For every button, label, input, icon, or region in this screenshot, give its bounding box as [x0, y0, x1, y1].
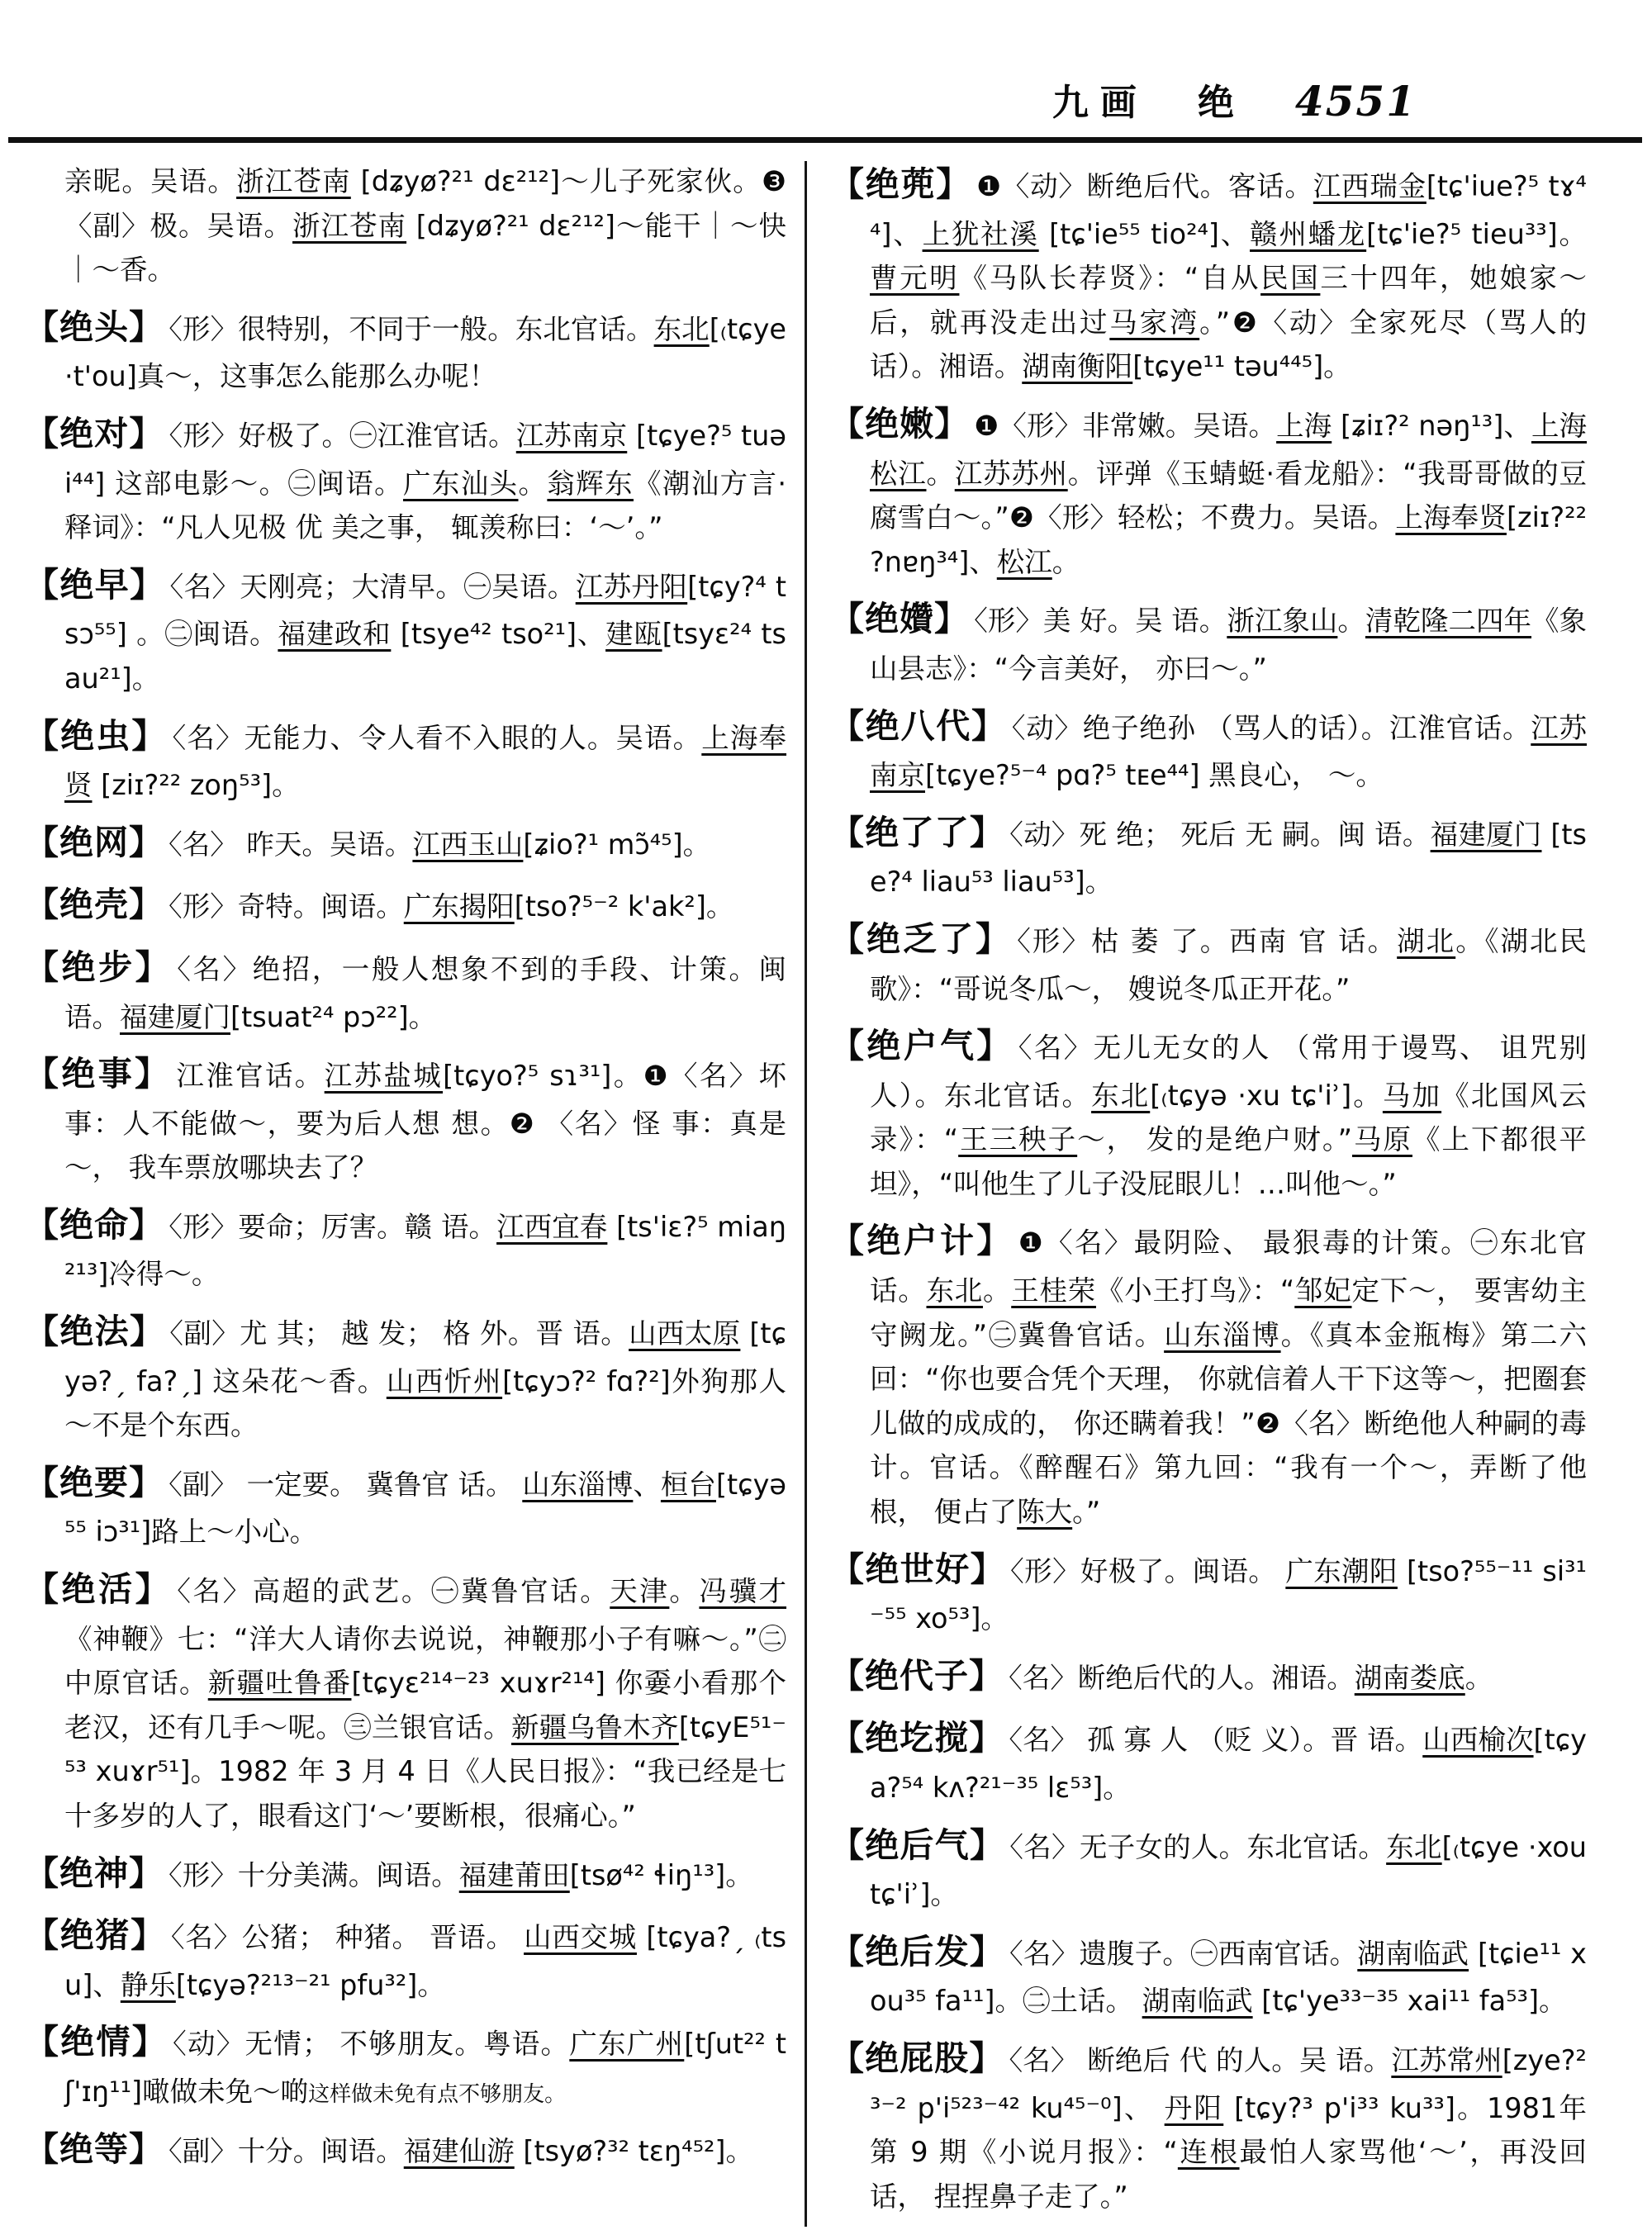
- entry-text: [tɕye¹¹ təu⁴⁴⁵]。: [1132, 350, 1351, 383]
- proper-noun: 东北: [1386, 1830, 1442, 1863]
- entry-text: [tɕye?⁵ tuəi⁴⁴] 这部电影～。㊁闽语。: [64, 419, 787, 500]
- entry-text: [tɕ'ie⁵⁵ tio²⁴]、: [1038, 217, 1251, 250]
- entry-text: 《象山县志》：“今言美好， 亦曰～。”: [870, 605, 1588, 685]
- entry-headword: 【绝八代】: [830, 705, 1007, 746]
- proper-noun: 广东潮阳: [1285, 1554, 1398, 1587]
- proper-noun: 江西瑞金: [1313, 170, 1427, 202]
- proper-noun: 连根: [1177, 2136, 1240, 2169]
- dict-entry: [25, 1563, 786, 1839]
- entry-text: 《北国风云录》：“: [870, 1079, 1587, 1156]
- entry-headword: 【绝法】: [25, 1312, 165, 1352]
- entry-text: [tɕyɔ?² fɑ?²]外狗那人～不是个东西。: [64, 1364, 787, 1442]
- entry-headword: 【绝户计】: [830, 1221, 1014, 1261]
- page-header: [0, 0, 1652, 132]
- proper-noun: 湖北: [1397, 924, 1456, 957]
- entry-text: 〈名〉天刚亮；大清早。㊀吴语。: [169, 570, 576, 603]
- dict-entry: [830, 700, 1587, 798]
- dict-entry: [25, 816, 786, 871]
- proper-noun: 浙江苍南: [292, 209, 407, 242]
- proper-noun: 山西榆次: [1422, 1724, 1534, 1757]
- entry-text: [₍tɕye ·t'ou]真～，这事怎么能那么办呢！: [64, 312, 787, 393]
- proper-noun: 福建仙游: [403, 2134, 515, 2167]
- proper-noun: 浙江象山: [1227, 605, 1338, 638]
- proper-noun: 江苏南京: [515, 419, 628, 452]
- page-number: 4551: [1294, 77, 1417, 126]
- entry-text: 〈动〉绝子绝孙 （骂人的话）。江淮官话。: [1011, 711, 1531, 744]
- entry-headword: 【绝命】: [25, 1204, 164, 1245]
- proper-noun: 江苏常州: [1391, 2043, 1502, 2076]
- dict-entry: [25, 558, 786, 701]
- dict-entry: [830, 1543, 1587, 1641]
- entry-text: ～， 发的是绝户财。”: [1077, 1123, 1352, 1156]
- proper-noun: 江西宜春: [496, 1210, 608, 1243]
- dict-entry: [830, 397, 1587, 584]
- dict-entry: [830, 913, 1587, 1011]
- entry-text: [tɕyo?⁵ sɿ³¹]。❶〈名〉坏事：人不能做～，要为后人想 想。❷ 〈名〉怪 事：真是～， 我车票放哪块去了？: [64, 1060, 787, 1184]
- entry-text: 江淮官话。: [176, 1060, 325, 1093]
- proper-noun: 山西忻州: [386, 1364, 503, 1397]
- entry-text: 。《真本金瓶梅》第二六回：“你也要合凭个天理， 你就信着人干下这等～，把圈套儿做的成成的， 你还瞒着我！”❷〈名〉断绝他人种嗣的毒计。官话。《醉醒石》第九回：“我有一个～，弄断了他根， 便占了: [870, 1318, 1588, 1529]
- small-gloss: 这样做未免有点不够朋友。: [308, 2081, 567, 2107]
- entry-text: [tɕie¹¹ xou³⁵ fa¹¹]。㊁土话。: [870, 1937, 1588, 2018]
- dict-entry: [830, 806, 1587, 904]
- proper-noun: 山东淄博: [1164, 1318, 1281, 1351]
- entry-text: 〈形〉十分美满。闽语。: [169, 1858, 459, 1891]
- entry-text: 〈形〉好极了。闽语。: [1010, 1554, 1286, 1587]
- proper-noun: 广东汕头: [403, 467, 519, 500]
- entry-text: 〈副〉尤 其； 越 发； 格 外。晋 语。: [169, 1317, 629, 1350]
- entry-headword: 【绝等】: [25, 2128, 164, 2169]
- entry-text: [tɕye?⁵⁻⁴ pɑ?⁵ tᴇe⁴⁴] 黑良心， ～。: [925, 759, 1384, 792]
- right-column: [807, 158, 1587, 2227]
- entry-headword: 【绝后气】: [830, 1824, 1005, 1865]
- entry-text: 三十四年，她娘家～后，就再没走出过: [870, 262, 1588, 339]
- entry-text: 、: [633, 1468, 661, 1501]
- proper-noun: 天津: [610, 1575, 670, 1608]
- entry-text: [tsyø?³² tɛŋ⁴⁵²]。: [514, 2134, 753, 2167]
- entry-text: 。: [669, 1575, 700, 1608]
- proper-noun: 福建莆田: [458, 1858, 570, 1891]
- proper-noun: 江苏盐城: [324, 1060, 444, 1093]
- header-char-label: 绝: [1197, 82, 1246, 124]
- proper-noun: 曹元明: [870, 262, 960, 295]
- entry-headword: 【绝头】: [25, 306, 164, 347]
- entry-text: [tɕyɛ²¹⁴⁻²³ xuɤr²¹⁴] 你嫑小看那个老汉，还有几手～呢。㊂兰银官话。: [64, 1667, 787, 1744]
- entry-text: 。: [926, 457, 955, 490]
- proper-noun: 邹妃: [1294, 1274, 1352, 1307]
- entry-headword: 【绝蔸】: [830, 164, 972, 204]
- entry-headword: 【绝㜺】: [830, 599, 970, 639]
- entry-headword: 【绝神】: [25, 1853, 164, 1893]
- proper-noun: 广东广州: [569, 2028, 685, 2061]
- dictionary-columns: [0, 143, 1652, 2227]
- entry-text: 〈副〉 一定要。 冀鲁官 话。: [169, 1468, 523, 1501]
- dict-entry: [25, 1456, 786, 1554]
- entry-text: 〈形〉要命；厉害。赣 语。: [169, 1210, 497, 1243]
- entry-headword: 【绝早】: [25, 564, 165, 605]
- dict-entry: [830, 1019, 1587, 1206]
- entry-text: 最怕人家骂他‘～’，再没回话， 捏捏鼻子走了。”: [870, 2136, 1588, 2213]
- entry-text: 《神鞭》七：“洋大人请你去说说，神鞭那小子有嘛～。”㊁中原官话。: [64, 1622, 786, 1700]
- dict-entry: [830, 158, 1587, 389]
- entry-text: [ts'iɛ?⁵ miaŋ²¹³]冷得～。: [64, 1210, 787, 1291]
- proper-noun: 建瓯: [605, 618, 662, 651]
- entry-headword: 【绝户气】: [830, 1026, 1014, 1066]
- entry-headword: 【绝壳】: [25, 885, 164, 925]
- dict-entry: [25, 1047, 786, 1190]
- entry-headword: 【绝代子】: [830, 1655, 1004, 1696]
- entry-headword: 【绝世好】: [830, 1549, 1006, 1589]
- entry-text: [tɕy?⁴ tsɔ⁵⁵] 。㊁闽语。: [64, 570, 786, 651]
- entry-text: [tɕ'ie?⁵ tieu³³]。: [1366, 217, 1588, 250]
- proper-noun: 上海: [1276, 409, 1332, 442]
- entry-text: 亲昵。吴语。: [64, 165, 237, 197]
- proper-noun: 清乾隆二四年: [1365, 605, 1532, 638]
- entry-text: [tɕ'iue?⁵ tɤ⁴⁴]、: [870, 170, 1587, 250]
- entry-text: 〈形〉很特别，不同于一般。东北官话。: [169, 312, 654, 345]
- entry-headword: 【绝要】: [25, 1462, 164, 1502]
- proper-noun: 江苏丹阳: [575, 570, 688, 603]
- entry-text: 〈名〉高超的武艺。㊀冀鲁官话。: [177, 1575, 610, 1608]
- entry-text: [tɕyE⁵¹⁻⁵³ xuɤr⁵¹]。1982 年 3 月 4 日《人民日报》：“我已经是七十多岁的人了，眼看这门‘～’要断根，很痛心。”: [64, 1710, 787, 1832]
- entry-text: [ʑiɪ?² nəŋ¹³]、: [1332, 409, 1531, 442]
- proper-noun: 陈大: [1017, 1496, 1073, 1529]
- proper-noun: 山西太原: [629, 1317, 741, 1350]
- entry-text: 。”: [1072, 1496, 1101, 1529]
- entry-headword: 【绝了了】: [830, 812, 1005, 852]
- proper-noun: 马原: [1351, 1123, 1412, 1156]
- proper-noun: 山东淄博: [522, 1468, 634, 1501]
- dict-entry: [830, 592, 1587, 690]
- entry-headword: 【绝虫】: [25, 715, 168, 756]
- entry-text: [tʃut²² tʃ'ɪŋ¹¹]噉做未免～啲: [64, 2028, 787, 2108]
- entry-text: 〈名〉公猪； 种猪。 晋语。: [170, 1921, 525, 1954]
- entry-text: [₍tɕye ·xou tɕ'iʾ]。: [870, 1830, 1588, 1911]
- proper-noun: 福建厦门: [1430, 818, 1542, 851]
- dict-entry: [25, 1305, 786, 1448]
- proper-noun: 东北: [1091, 1079, 1151, 1112]
- proper-noun: 东北: [926, 1274, 983, 1307]
- proper-noun: 新疆乌鲁木齐: [510, 1710, 679, 1744]
- entry-text: [tsyɛ²⁴ tsau²¹]。: [64, 618, 787, 695]
- proper-noun: 山西交城: [524, 1921, 637, 1954]
- entry-text: [tso?⁵⁵⁻¹¹ si³¹⁻⁵⁵ xo⁵³]。: [870, 1554, 1587, 1635]
- proper-noun: 江西玉山: [412, 828, 524, 861]
- entry-text: 〈名〉遗腹子。㊀西南官话。: [1009, 1937, 1358, 1970]
- dict-entry: [830, 1649, 1587, 1704]
- proper-noun: 湖南衡阳: [1022, 350, 1133, 383]
- entry-headword: 【绝步】: [25, 947, 173, 987]
- entry-headword: 【绝事】: [25, 1054, 172, 1094]
- proper-noun: 静乐: [120, 1968, 176, 2001]
- dict-entry: [830, 1214, 1587, 1534]
- dict-entry: [830, 1819, 1587, 1917]
- entry-text: [tɕyə?ˏ fa?ˏ] 这朵花～香。: [64, 1317, 786, 1397]
- entry-headword: 【绝网】: [25, 822, 164, 862]
- entry-text: [ziɪ?²² zoŋ⁵³]。: [92, 769, 300, 802]
- entry-text: 。: [1464, 1661, 1493, 1694]
- entry-text: 《上下都很平坦》，“叫他生了儿子没屁眼儿！…叫他～。”: [870, 1123, 1588, 1200]
- entry-headword: 【绝乏了】: [830, 918, 1013, 959]
- proper-noun: 湖南临武: [1142, 1985, 1253, 2018]
- dict-entry: [25, 2123, 786, 2177]
- entry-text: 〈形〉枯 萎 了。西南 官 话。: [1017, 924, 1398, 957]
- entry-text: 定下～， 要害幼主守阙龙。”㊁冀鲁官话。: [870, 1274, 1588, 1351]
- entry-headword: 【绝屁股】: [830, 2038, 1004, 2078]
- entry-text: [tɕyə?²¹³⁻²¹ pfu³²]。: [175, 1968, 445, 2001]
- proper-noun: 江苏南京: [870, 711, 1588, 792]
- proper-noun: 上海奉贤: [64, 721, 787, 802]
- entry-text: 〈副〉十分。闽语。: [169, 2134, 404, 2167]
- entry-text: 。: [1051, 545, 1080, 578]
- entry-text: [tɕyə⁵⁵ iɔ³¹]路上～小心。: [64, 1468, 787, 1549]
- dict-entry: [25, 941, 786, 1039]
- entry-text: ❶〈形〉非常嫩。吴语。: [974, 409, 1277, 442]
- entry-text: [₍tɕyə ·xu tɕ'iʾ]。: [1150, 1079, 1383, 1112]
- dict-entry: [830, 2032, 1587, 2218]
- header-rule: [8, 137, 1642, 143]
- proper-noun: 福建政和: [278, 618, 392, 651]
- entry-text: [tɕ'ye³³⁻³⁵ xai¹¹ fa⁵³]。: [1252, 1985, 1567, 2018]
- entry-text: [tsye⁴² tso²¹]、: [391, 618, 606, 651]
- entry-text: 〈动〉死 绝； 死后 无 嗣。闽 语。: [1009, 818, 1431, 851]
- entry-text: 〈名〉无能力、令人看不入眼的人。吴语。: [172, 721, 702, 754]
- entry-text: 〈名〉无儿无女的人 （常用于谩骂、 诅咒别人）。东北官话。: [870, 1032, 1588, 1112]
- entry-text: [tɕy?³ p'i³³ ku³³]。1981年第 9 期《小说月报》：“: [870, 2091, 1587, 2169]
- entry-text: 〈名〉无子女的人。东北官话。: [1009, 1830, 1387, 1863]
- entry-text: 〈名〉 昨天。吴语。: [169, 828, 413, 861]
- dict-entry: [25, 878, 786, 932]
- entry-text: [ʑio?¹ mɔ̃⁴⁵]。: [523, 828, 711, 861]
- entry-text: 。《湖北民歌》：“哥说冬瓜～， 嫂说冬瓜正开花。”: [870, 924, 1587, 1005]
- dict-entry: [830, 1925, 1587, 2024]
- proper-noun: 湖南娄底: [1354, 1661, 1465, 1694]
- proper-noun: 松江: [996, 545, 1052, 578]
- proper-noun: 冯骥才: [699, 1575, 787, 1608]
- entry-text: 。评弹《玉蜻蜓·看龙船》：“我哥哥做的豆腐雪白～。”❷〈形〉轻松；不费力。吴语。: [870, 457, 1588, 534]
- entry-text: [dʑyø?²¹ dɛ²¹²]～儿子死家伙。❸〈副〉极。吴语。: [64, 165, 787, 242]
- entry-text: 。: [518, 467, 548, 500]
- dict-entry: [25, 159, 786, 292]
- proper-noun: 浙江苍南: [236, 165, 351, 197]
- entry-headword: 【绝后发】: [830, 1931, 1004, 1971]
- dict-entry: [25, 709, 786, 808]
- proper-noun: 东北: [653, 312, 710, 345]
- proper-noun: 丹阳: [1164, 2091, 1224, 2124]
- entry-text: 。: [1337, 605, 1365, 638]
- entry-text: 〈名〉 断绝后 代 的人。吴 语。: [1009, 2043, 1392, 2076]
- entry-text: ❶〈动〉断绝后代。客话。: [976, 170, 1313, 202]
- entry-headword: 【绝猪】: [25, 1915, 166, 1956]
- left-column: [25, 158, 805, 2227]
- entry-text: 〈动〉无情； 不够朋友。粤语。: [172, 2028, 570, 2061]
- proper-noun: 福建厦门: [120, 1000, 230, 1033]
- proper-noun: 新疆吐鲁番: [207, 1667, 352, 1700]
- dict-entry: [830, 1711, 1587, 1810]
- entry-headword: 【绝嫩】: [830, 403, 970, 444]
- dict-entry: [25, 407, 786, 550]
- entry-headword: 【绝圪搅】: [830, 1718, 1004, 1758]
- entry-text: [tso?⁵⁻² k'ak²]。: [514, 890, 734, 923]
- entry-headword: 【绝活】: [25, 1569, 173, 1610]
- entry-text: 〈名〉 孤 寡 人 （贬 义）。晋 语。: [1009, 1724, 1423, 1757]
- entry-text: [zye?²³⁻² p'i⁵²³⁻⁴² ku⁴⁵⁻⁰]、: [870, 2043, 1587, 2124]
- entry-text: 〈名〉断绝后代的人。湘语。: [1009, 1661, 1355, 1694]
- proper-noun: 广东揭阳: [403, 890, 515, 923]
- entry-headword: 【绝情】: [25, 2022, 168, 2062]
- entry-text: ❶〈名〉最阴险、 最狠毒的计策。㊀东北官话。: [870, 1226, 1587, 1307]
- proper-noun: 民国: [1260, 262, 1321, 295]
- entry-text: [tɕya?ˏ ₍tsu]、: [64, 1921, 787, 2001]
- proper-noun: 江苏苏州: [954, 457, 1068, 490]
- entry-text: 《潮汕方言·释词》：“凡人见极 优 美之事， 辄羡称曰：‘～’。”: [64, 467, 787, 544]
- proper-noun: 湖南临武: [1357, 1937, 1469, 1970]
- proper-noun: 翁辉东: [547, 467, 634, 500]
- entry-text: [dʑyø?²¹ dɛ²¹²]～能干｜～快｜～香。: [64, 209, 787, 287]
- proper-noun: 赣州蟠龙: [1250, 217, 1367, 250]
- dict-entry: [25, 2015, 786, 2114]
- proper-noun: 上海奉贤: [1395, 501, 1507, 534]
- entry-text: 《小王打鸟》：“: [1095, 1274, 1295, 1307]
- dict-entry: [25, 1847, 786, 1901]
- entry-text: [ziɪ?²² ?nɐŋ³⁴]、: [870, 501, 1588, 578]
- entry-text: 〈形〉奇特。闽语。: [169, 890, 404, 923]
- entry-text: 《马队长荐贤》：“自从: [959, 262, 1261, 295]
- entry-text: [tɕya?⁵⁴ kʌ?²¹⁻³⁵ lɛ⁵³]。: [870, 1724, 1587, 1804]
- proper-noun: 桓台: [660, 1468, 716, 1501]
- entry-text: 〈形〉好极了。㊀江淮官话。: [169, 419, 516, 452]
- entry-text: 。: [982, 1274, 1012, 1307]
- entry-text: [tsø⁴² ɬiŋ¹³]。: [569, 1858, 753, 1891]
- entry-headword: 【绝对】: [25, 413, 164, 453]
- dict-entry: [25, 301, 786, 399]
- dict-entry: [25, 1909, 786, 2007]
- dict-entry: [25, 1198, 786, 1297]
- proper-noun: 上海松江: [870, 409, 1588, 490]
- proper-noun: 上犹社溪: [922, 217, 1039, 250]
- entry-text: 〈形〉美 好。吴 语。: [974, 605, 1227, 638]
- proper-noun: 马加: [1382, 1079, 1442, 1112]
- entry-text: [tse?⁴ liau⁵³ liau⁵³]。: [870, 818, 1588, 899]
- entry-text: 。”❷〈动〉全家死尽（骂人的话）。湘语。: [870, 306, 1588, 383]
- proper-noun: 马家湾: [1109, 306, 1200, 339]
- entry-text: 〈名〉绝招，一般人想象不到的手段、计策。闽语。: [64, 952, 787, 1033]
- entry-text: [tsuat²⁴ pɔ²²]。: [230, 1000, 437, 1033]
- proper-noun: 王三秧子: [958, 1123, 1078, 1156]
- proper-noun: 王桂荣: [1011, 1274, 1096, 1307]
- header-section-label: 九画: [1051, 82, 1148, 124]
